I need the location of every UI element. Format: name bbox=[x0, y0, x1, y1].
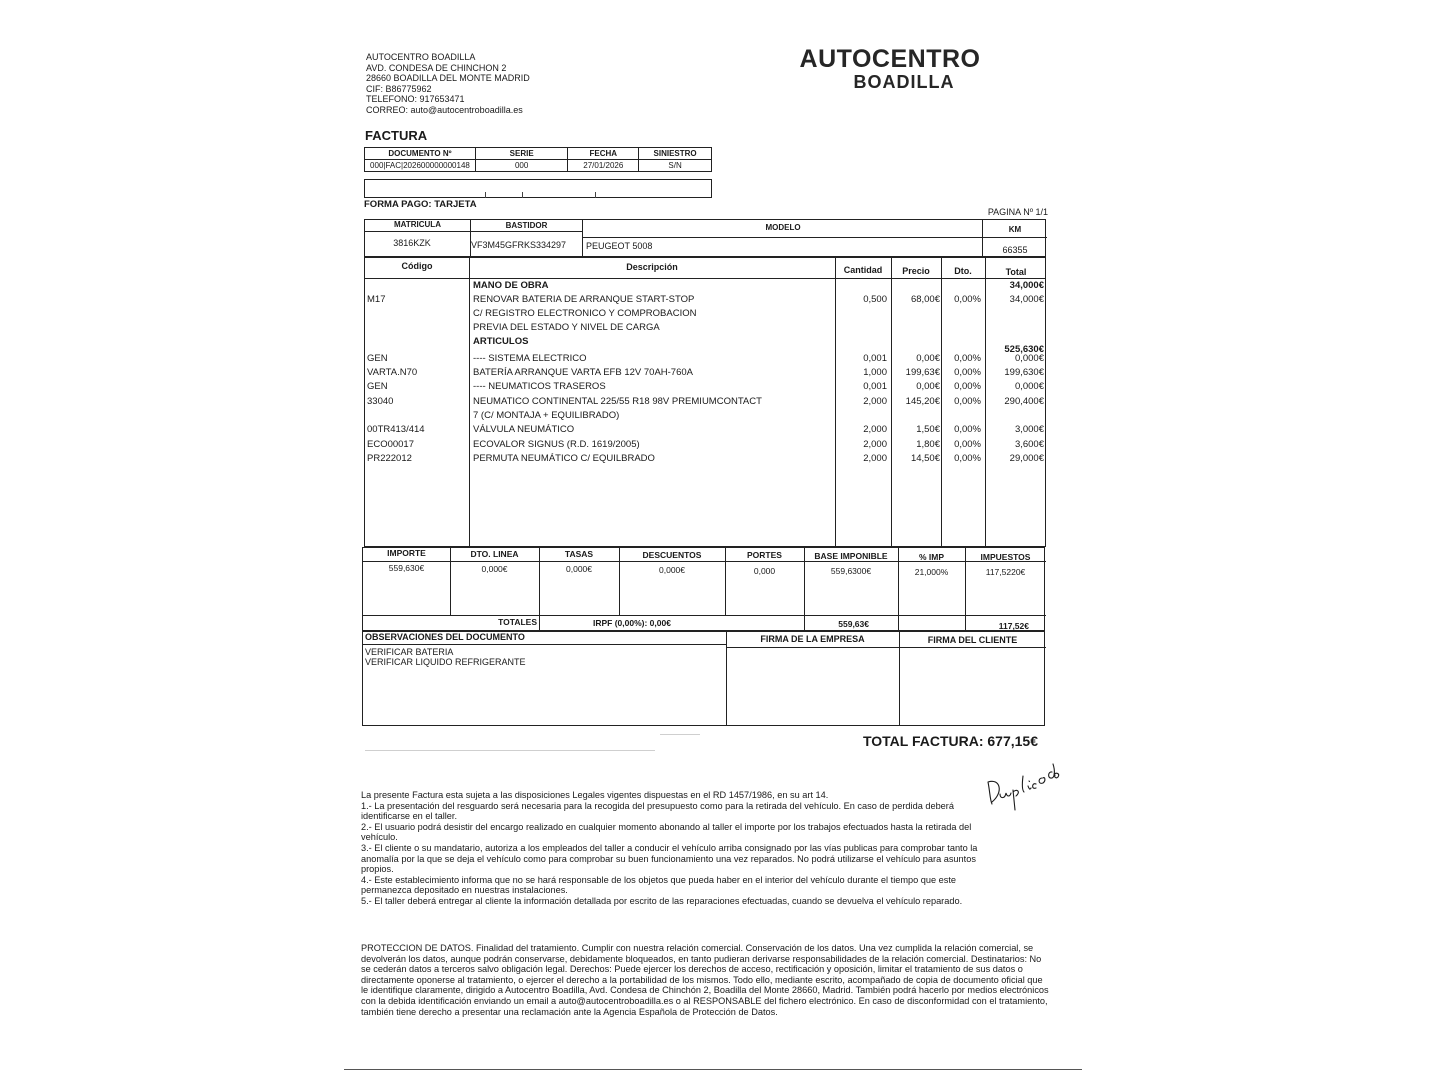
company-line: AVD. CONDESA DE CHINCHON 2 bbox=[366, 62, 507, 73]
descripcion-header: Descripción bbox=[626, 262, 678, 272]
porcentaje-imp-value: 21,000% bbox=[914, 567, 949, 577]
modelo-header: MODELO bbox=[765, 223, 801, 232]
item-desc-cell: 7 (C/ MONTAJA + EQUILIBRADO) bbox=[473, 410, 620, 421]
item-desc-cell: C/ REGISTRO ELECTRONICO Y COMPROBACION bbox=[473, 308, 697, 319]
box-divider bbox=[522, 192, 523, 198]
base-imponible-value: 559,6300€ bbox=[830, 566, 872, 576]
rule bbox=[365, 231, 471, 232]
totals-header: IMPUESTOS bbox=[980, 552, 1031, 562]
item-code-cell: ECO00017 bbox=[367, 439, 415, 450]
matricula-header: MATRICULA bbox=[394, 220, 441, 229]
item-desc-cell: ---- NEUMATICOS TRASEROS bbox=[473, 381, 606, 392]
scan-artifact bbox=[660, 734, 700, 735]
docinfo-header: SINIESTRO bbox=[639, 148, 712, 160]
docinfo-header: DOCUMENTO Nº bbox=[365, 148, 476, 160]
item-tot-cell: 0,000€ bbox=[1014, 353, 1044, 364]
rule bbox=[983, 237, 1047, 238]
item-desc-cell: RENOVAR BATERIA DE ARRANQUE START-STOP bbox=[473, 294, 695, 305]
totals-header: IMPORTE bbox=[387, 548, 426, 558]
impuestos-total: 117,52€ bbox=[998, 621, 1029, 631]
item-prec-cell: 14,50€ bbox=[910, 453, 940, 464]
irpf-value: IRPF (0,00%): 0,00€ bbox=[593, 618, 671, 628]
item-code-cell: PR222012 bbox=[367, 453, 412, 464]
item-code-cell: M17 bbox=[367, 294, 386, 305]
item-prec-cell: 1,80€ bbox=[916, 439, 940, 450]
company-logo bbox=[790, 46, 990, 92]
bastidor-header: BASTIDOR bbox=[505, 221, 548, 230]
totals-header: PORTES bbox=[747, 550, 782, 560]
importe-value: 559,630€ bbox=[388, 563, 425, 573]
vehicle-km: 66355 bbox=[1002, 245, 1028, 255]
item-cant-cell: 0,001 bbox=[863, 381, 887, 392]
vehicle-vin: VF3M45GFRKS334297 bbox=[471, 240, 567, 250]
item-dto-cell: 0,00% bbox=[954, 367, 981, 378]
legal-paragraph: 5.- El taller deberá entregar al cliente la información detallada por escrito de las reparaciones efectuadas, cuando se devuelva el vehículo reparado. bbox=[361, 895, 963, 906]
item-desc-cell: PREVIA DEL ESTADO Y NIVEL DE CARGA bbox=[473, 322, 660, 333]
totals-header: DTO. LINEA bbox=[470, 549, 519, 559]
company-address bbox=[366, 52, 530, 115]
item-tot-cell: 0,000€ bbox=[1014, 381, 1044, 392]
page-number: PAGINA Nº 1/1 bbox=[987, 207, 1048, 217]
document-number: 000|FAC|202600000000148 bbox=[365, 160, 476, 172]
item-tot-cell: 34,000€ bbox=[1009, 280, 1044, 291]
box-divider bbox=[595, 192, 596, 198]
km-header: KM bbox=[1008, 225, 1022, 234]
item-dto-cell: 0,00% bbox=[954, 396, 981, 407]
item-dto-cell: 0,00% bbox=[954, 381, 981, 392]
item-cant-cell: 2,000 bbox=[863, 396, 887, 407]
logo-line-1: AUTOCENTRO bbox=[799, 45, 981, 73]
docinfo-header: FECHA bbox=[568, 148, 639, 160]
table-row bbox=[365, 395, 1047, 409]
item-tot-cell: 199,630€ bbox=[1004, 367, 1044, 378]
item-prec-cell: 68,00€ bbox=[910, 294, 940, 305]
item-desc-cell: VÁLVULA NEUMÁTICO bbox=[473, 424, 575, 435]
cantidad-header: Cantidad bbox=[843, 265, 883, 275]
table-row bbox=[365, 366, 1047, 380]
table-row bbox=[365, 452, 1047, 466]
legal-paragraph: La presente Factura esta sujeta a las disposiciones Legales vigentes dispuestas en el RD 1457/1986, en su art 14. bbox=[361, 790, 829, 800]
rule bbox=[726, 647, 1046, 648]
table-row bbox=[365, 352, 1047, 366]
item-cant-cell: 2,000 bbox=[863, 439, 887, 450]
item-desc-cell: PERMUTA NEUMÁTICO C/ EQUILBRADO bbox=[473, 453, 655, 464]
item-tot-cell: 525,630€ bbox=[1004, 344, 1044, 355]
rule bbox=[726, 632, 727, 725]
precio-header: Precio bbox=[902, 266, 930, 276]
vehicle-plate: 3816KZK bbox=[393, 238, 431, 248]
items-table bbox=[364, 257, 1046, 547]
dto-linea-value: 0,000€ bbox=[481, 564, 508, 574]
rule bbox=[363, 615, 1046, 616]
table-row bbox=[365, 380, 1047, 394]
item-prec-cell: 0,00€ bbox=[916, 381, 940, 392]
legal-paragraph: 4.- Este establecimiento informa que no se hará responsable de los objetos que pueda haber en el interior del vehículo durante el tiempo que este permanezca depositado en nuestras instalaciones. bbox=[361, 874, 957, 896]
scan-artifact bbox=[365, 750, 655, 751]
item-code-cell: 00TR413/414 bbox=[367, 424, 425, 435]
item-cant-cell: 2,000 bbox=[863, 453, 887, 464]
firma-empresa-label: FIRMA DE LA EMPRESA bbox=[760, 634, 865, 644]
item-prec-cell: 1,50€ bbox=[916, 424, 940, 435]
item-desc-cell: ECOVALOR SIGNUS (R.D. 1619/2005) bbox=[473, 439, 640, 450]
legal-paragraph: 3.- El cliente o su mandatario, autoriza a los empleados del taller a conducir el vehículo arriba consignado por las vías publicas para comprobar tanto la anomalía por la que se deja el vehículo como para comprobar su buen funcionamiento una vez reparados. No podrá utilizarse el vehículo para asuntos propios. bbox=[361, 842, 978, 875]
rule bbox=[539, 548, 540, 630]
bottom-rule bbox=[344, 1069, 1082, 1070]
document-series: 000 bbox=[475, 160, 567, 172]
legal-paragraph: 2.- El usuario podrá desistir del encargo realizado en cualquier momento abonando al taller el importe por los trabajos efectuados hasta la retirada del vehículo. bbox=[361, 821, 972, 843]
document-date: 27/01/2026 bbox=[568, 160, 639, 172]
totals-table bbox=[362, 547, 1045, 631]
docinfo-header: SERIE bbox=[475, 148, 567, 160]
rule bbox=[583, 237, 983, 238]
invoice-total: TOTAL FACTURA: 677,15€ bbox=[862, 733, 1038, 749]
totals-header: BASE IMPONIBLE bbox=[814, 551, 888, 561]
codigo-header: Código bbox=[401, 261, 433, 271]
company-line: 28660 BOADILLA DEL MONTE MADRID bbox=[366, 73, 530, 83]
item-code-cell: GEN bbox=[367, 353, 388, 364]
descuentos-value: 0,000€ bbox=[659, 565, 685, 575]
dto-header: Dto. bbox=[954, 266, 972, 276]
item-tot-cell: 29,000€ bbox=[1009, 453, 1044, 464]
item-dto-cell: 0,00% bbox=[954, 424, 981, 435]
item-tot-cell: 290,400€ bbox=[1004, 396, 1044, 407]
rule bbox=[899, 632, 900, 725]
document-info-table bbox=[364, 147, 712, 172]
data-protection-notice: PROTECCION DE DATOS. Finalidad del tratamiento. Cumplir con nuestra relación comercial. Conservación de los datos. Una vez cumplida la relación comercial, se devolverán los datos, aunque podrán conservarse, debidamente bloqueados, en tanto pudieran derivarse responsabilidades de la relación comercial. Destinatarios: No se cederán datos a terceros salvo obligación legal. Derechos: Puede ejercer los derechos de acceso, rectificación y oposición, limitar el tratamiento de sus datos o directamente oponerse al tratamiento, o ejercer el derecho a la portabilidad de los mismos. Todo ello, mediante escrito, acompañado de copia de documento oficial que le identifique claramente, dirigido a Autocentro Boadilla, Avd. Condesa de Chinchón 2, Boadilla del Monte 28660, Madrid. También podrá hacerlo por medios electrónicos con la debida identificación enviando un email a auto@autocentroboadilla.es o al RESPONSABLE del fichero electrónico. En caso de disconformidad con el tratamiento, también tiene derecho a presentar una reclamación ante la Agencia Española de Protección de Datos. bbox=[361, 943, 1049, 1017]
item-code-cell: 33040 bbox=[367, 396, 394, 407]
item-cant-cell: 1,000 bbox=[863, 367, 887, 378]
item-cant-cell: 2,000 bbox=[863, 424, 887, 435]
table-row bbox=[365, 293, 1047, 307]
item-desc-cell: ---- SISTEMA ELECTRICO bbox=[473, 353, 587, 364]
firma-cliente-label: FIRMA DEL CLIENTE bbox=[927, 635, 1018, 645]
totals-header: % IMP bbox=[918, 552, 945, 562]
item-dto-cell: 0,00% bbox=[954, 453, 981, 464]
rule bbox=[471, 231, 583, 232]
base-total: 559,63€ bbox=[838, 619, 869, 629]
company-line: TELEFONO: 917653471 bbox=[366, 94, 465, 104]
logo-line-2: BOADILLA bbox=[853, 72, 955, 92]
observations-box bbox=[362, 631, 1045, 726]
observation-line: VERIFICAR BATERIA bbox=[365, 647, 454, 657]
item-tot-cell: 34,000€ bbox=[1009, 294, 1044, 305]
observation-line: VERIFICAR LIQUIDO REFRIGERANTE bbox=[365, 657, 526, 667]
item-cant-cell: 0,500 bbox=[863, 294, 887, 305]
item-desc-cell: ARTICULOS bbox=[473, 336, 529, 347]
totals-header: TASAS bbox=[564, 549, 594, 559]
rule bbox=[363, 644, 726, 645]
item-desc-cell: MANO DE OBRA bbox=[473, 280, 549, 291]
total-header: Total bbox=[1005, 267, 1027, 277]
legal-paragraph: 1.- La presentación del resguardo será necesaria para la recogida del presupuesto como para la retirada del vehículo. En caso de perdida deberá identificarse en el taller. bbox=[361, 800, 954, 822]
item-prec-cell: 0,00€ bbox=[916, 353, 940, 364]
payment-method: FORMA PAGO: TARJETA bbox=[364, 199, 477, 210]
item-cant-cell: 0,001 bbox=[863, 353, 887, 364]
totals-header: DESCUENTOS bbox=[642, 550, 702, 560]
item-desc-cell: BATERÍA ARRANQUE VARTA EFB 12V 70AH-760A bbox=[473, 367, 693, 378]
portes-value: 0,000 bbox=[753, 566, 776, 576]
tasas-value: 0,000€ bbox=[566, 564, 592, 574]
box-divider bbox=[485, 192, 486, 198]
table-row bbox=[365, 307, 1047, 321]
item-dto-cell: 0,00% bbox=[954, 353, 981, 364]
company-line: CIF: B86775962 bbox=[366, 83, 432, 94]
legal-conditions bbox=[361, 790, 1001, 907]
observations-label: OBSERVACIONES DEL DOCUMENTO bbox=[365, 632, 525, 642]
table-row bbox=[365, 409, 1047, 423]
item-prec-cell: 199,63€ bbox=[905, 367, 940, 378]
company-line: AUTOCENTRO BOADILLA bbox=[366, 52, 476, 62]
document-title: FACTURA bbox=[365, 128, 428, 143]
totales-label: TOTALES bbox=[498, 617, 537, 627]
item-prec-cell: 145,20€ bbox=[905, 396, 940, 407]
table-row bbox=[365, 438, 1047, 452]
item-code-cell: GEN bbox=[367, 381, 388, 392]
blank-field-box bbox=[364, 179, 712, 198]
item-desc-cell: NEUMATICO CONTINENTAL 225/55 R18 98V PREMIUMCONTACT bbox=[473, 396, 762, 407]
item-code-cell: VARTA.N70 bbox=[367, 367, 418, 378]
item-tot-cell: 3,000€ bbox=[1014, 424, 1044, 435]
item-tot-cell: 3,600€ bbox=[1014, 439, 1044, 450]
item-dto-cell: 0,00% bbox=[954, 294, 981, 305]
impuestos-value: 117,5220€ bbox=[985, 567, 1026, 577]
vehicle-model: PEUGEOT 5008 bbox=[586, 241, 653, 251]
company-line: CORREO: auto@autocentroboadilla.es bbox=[366, 104, 523, 115]
item-dto-cell: 0,00% bbox=[954, 439, 981, 450]
document-claim: S/N bbox=[639, 160, 712, 172]
table-row bbox=[365, 279, 1047, 293]
table-row bbox=[365, 423, 1047, 437]
vehicle-table bbox=[364, 219, 1046, 257]
table-row bbox=[365, 321, 1047, 335]
